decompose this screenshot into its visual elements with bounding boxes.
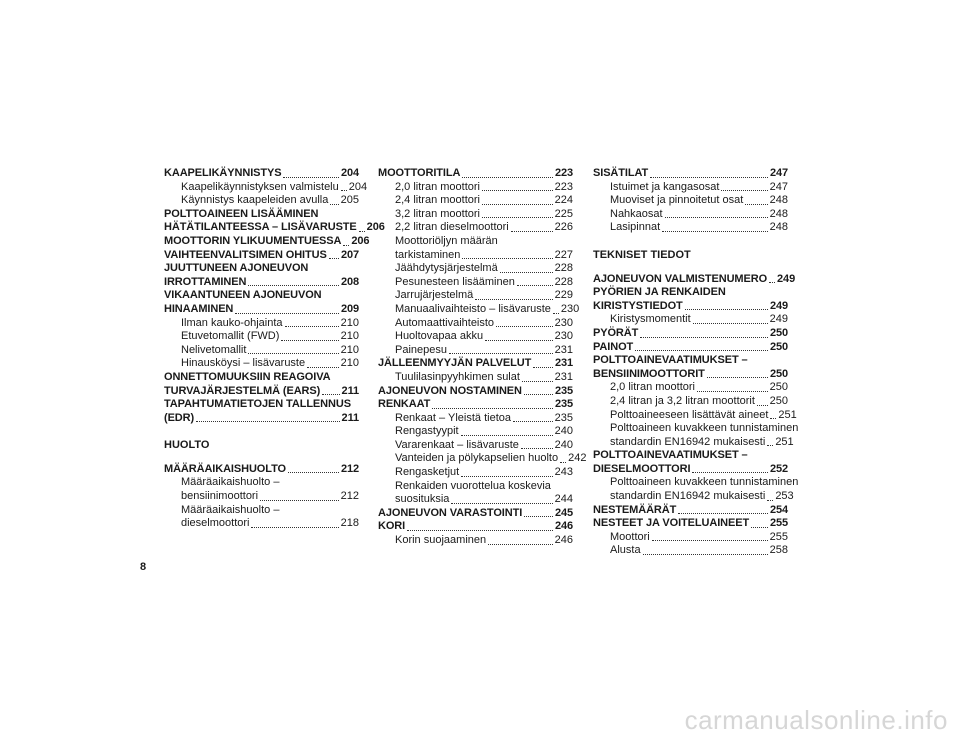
dot-leader — [496, 326, 553, 327]
toc-subentry[interactable] — [593, 531, 788, 545]
toc-page-number: 218 — [340, 517, 359, 530]
toc-entry-title-line: TAPAHTUMATIETOJEN TALLENNUS — [164, 398, 351, 411]
dot-leader — [707, 377, 768, 378]
toc-entry-title: 2,4 litran moottori — [395, 194, 480, 207]
toc-page-number: 224 — [554, 194, 573, 207]
toc-subentry[interactable] — [378, 181, 573, 195]
dot-leader — [288, 472, 339, 473]
toc-entry-title: Kiristysmomentit — [610, 313, 691, 326]
toc-entry-title: DIESELMOOTTORI — [593, 462, 691, 475]
toc-subentry[interactable] — [593, 181, 788, 195]
toc-entry-title: PAINOT — [593, 340, 634, 353]
toc-page-number: 230 — [554, 330, 573, 343]
toc-entry-title: Jarrujärjestelmä — [395, 289, 474, 302]
toc-entry-title-line: Määräaikaishuolto – — [181, 476, 280, 489]
toc-entry-title-line: Moottoriöljyn määrän — [395, 234, 498, 247]
dot-leader — [553, 313, 559, 314]
toc-page-number: 255 — [769, 517, 788, 530]
toc-page-number: 226 — [554, 221, 573, 234]
toc-page-number: 251 — [775, 435, 794, 448]
toc-entry-title: Jäähdytysjärjestelmä — [395, 262, 498, 275]
dot-leader — [517, 285, 553, 286]
toc-entry-title: HINAAMINEN — [164, 302, 234, 315]
toc-chapter-entry[interactable] — [593, 341, 788, 355]
toc-entry-title: dieselmoottori — [181, 517, 250, 530]
toc-subentry[interactable] — [378, 289, 573, 303]
dot-leader — [322, 394, 339, 395]
toc-chapter-entry[interactable] — [593, 463, 788, 477]
toc-entry-title: MOOTTORITILA — [378, 167, 461, 179]
toc-chapter-entry[interactable] — [378, 385, 573, 399]
toc-page-number: 204 — [340, 167, 359, 179]
toc-page-number: 243 — [554, 466, 573, 479]
toc-page-number: 230 — [560, 302, 580, 315]
toc-entry-title: NESTEET JA VOITELUAINEET — [593, 517, 750, 530]
toc-subentry[interactable] — [593, 221, 788, 235]
toc-entry-title: Muoviset ja pinnoitetut osat — [610, 194, 744, 207]
toc-page-number: 205 — [340, 194, 359, 207]
toc-entry-title: KIRISTYSTIEDOT — [593, 299, 683, 312]
toc-chapter-entry[interactable] — [378, 167, 573, 181]
dot-leader — [260, 500, 339, 501]
toc-page-number: 248 — [769, 194, 788, 207]
toc-subentry[interactable] — [164, 317, 359, 331]
toc-page-number: 250 — [769, 394, 788, 407]
dot-leader — [196, 421, 339, 422]
toc-entry-title: tarkistaminen — [395, 248, 461, 261]
toc-subentry[interactable] — [378, 371, 573, 385]
toc-entry-title-line: Polttoaineen kuvakkeen tunnistaminen — [610, 476, 799, 489]
toc-page-number: 245 — [554, 506, 573, 519]
toc-chapter-entry[interactable] — [164, 221, 385, 235]
toc-subentry[interactable] — [593, 194, 788, 208]
toc-subentry[interactable] — [378, 412, 573, 426]
toc-chapter-entry[interactable] — [378, 398, 573, 412]
toc-chapter-entry[interactable] — [164, 412, 359, 426]
dot-leader — [522, 381, 553, 382]
toc-entry-title: standardin EN16942 mukaisesti — [610, 490, 766, 503]
toc-subentry[interactable] — [378, 276, 573, 290]
dot-leader — [482, 204, 553, 205]
toc-entry-title: MÄÄRÄAIKAISHUOLTO — [164, 462, 286, 475]
dot-leader — [513, 421, 553, 422]
dot-leader — [462, 177, 553, 178]
toc-entry-title: AJONEUVON NOSTAMINEN — [378, 384, 522, 397]
toc-entry-title: 2,0 litran moottori — [610, 381, 695, 394]
dot-leader — [697, 391, 768, 392]
dot-leader — [767, 500, 773, 501]
dot-leader — [475, 299, 552, 300]
toc-entry-title: 2,0 litran moottori — [395, 180, 480, 193]
toc-page-number: 210 — [340, 330, 359, 343]
dot-leader — [462, 258, 552, 259]
toc-entry-title: VAIHTEENVALITSIMEN OHITUS — [164, 248, 327, 261]
toc-column-3 — [593, 167, 799, 558]
toc-page-number: 255 — [769, 530, 788, 543]
toc-page-number: 250 — [769, 326, 788, 339]
toc-column-2 — [378, 167, 587, 548]
dot-leader — [693, 323, 768, 324]
toc-chapter-entry[interactable] — [378, 520, 573, 534]
toc-entry-title-line: Polttoaineen kuvakkeen tunnistaminen — [610, 422, 799, 435]
dot-leader — [251, 527, 338, 528]
toc-entry-title: standardin EN16942 mukaisesti — [610, 435, 766, 448]
toc-chapter-entry[interactable] — [378, 507, 573, 521]
toc-chapter-entry[interactable] — [593, 272, 796, 287]
toc-chapter-entry[interactable] — [164, 234, 370, 249]
toc-entry-title: 3,2 litran moottori — [395, 207, 480, 220]
dot-leader — [235, 313, 339, 314]
toc-subentry[interactable] — [593, 395, 788, 409]
toc-chapter-entry[interactable] — [164, 463, 359, 477]
dot-leader — [692, 472, 768, 473]
toc-entry-title: Nelivetomallit — [181, 343, 247, 356]
toc-entry-title: Renkaat – Yleistä tietoa — [395, 411, 511, 424]
toc-subentry[interactable] — [164, 490, 359, 504]
toc-page-number: 248 — [769, 221, 788, 234]
dot-leader — [461, 476, 552, 477]
dot-leader — [524, 394, 553, 395]
toc-subentry[interactable] — [164, 344, 359, 358]
toc-subentry[interactable] — [378, 425, 573, 439]
toc-entry-title: Vanteiden ja pölykapselien huolto — [395, 452, 559, 465]
toc-entry-title: Ilman kauko-ohjainta — [181, 316, 283, 329]
toc-entry-title: Käynnistys kaapeleiden avulla — [181, 194, 329, 207]
toc-entry-title-line: VIKAANTUNEEN AJONEUVON — [164, 289, 322, 302]
toc-entry-title: HÄTÄTILANTEESSA – LISÄVARUSTE — [164, 221, 357, 234]
toc-chapter-entry[interactable] — [593, 327, 788, 341]
toc-page-number: 235 — [554, 398, 573, 411]
toc-page-number: 211 — [341, 411, 359, 424]
toc-page-number: 231 — [554, 357, 573, 370]
toc-entry-title-line: POLTTOAINEEN LISÄÄMINEN — [164, 207, 319, 220]
section-heading: HUOLTO — [164, 439, 210, 452]
dot-leader — [359, 231, 365, 232]
toc-subentry[interactable] — [593, 544, 788, 558]
dot-leader — [635, 350, 768, 351]
toc-entry-title: AJONEUVON VARASTOINTI — [378, 506, 523, 519]
toc-chapter-entry[interactable] — [593, 368, 788, 382]
dot-leader — [521, 448, 553, 449]
toc-subentry[interactable] — [378, 302, 580, 317]
toc-subentry[interactable] — [593, 408, 797, 423]
toc-entry-title: Hinausköysi – lisävaruste — [181, 357, 306, 370]
toc-chapter-entry[interactable] — [593, 504, 788, 518]
toc-entry-title: BENSIINIMOOTTORIT — [593, 367, 705, 380]
dot-leader — [451, 503, 552, 504]
toc-entry-title: bensiinimoottori — [181, 490, 259, 503]
toc-page-number: 250 — [769, 340, 788, 353]
toc-page-number: 229 — [554, 289, 573, 302]
toc-subentry[interactable] — [378, 249, 573, 263]
dot-leader — [751, 527, 768, 528]
toc-page-number: 249 — [769, 299, 788, 312]
toc-entry-title-line: POLTTOAINEVAATIMUKSET – — [593, 354, 748, 367]
toc-entry-title-line: Määräaikaishuolto – — [181, 503, 280, 516]
toc-chapter-entry[interactable] — [164, 276, 359, 290]
section-heading: TEKNISET TIEDOT — [593, 248, 691, 261]
toc-page-number: 244 — [554, 493, 573, 506]
dot-leader — [283, 177, 338, 178]
toc-subentry[interactable] — [378, 466, 573, 480]
toc-page-number: 210 — [340, 316, 359, 329]
toc-entry-title-line: PYÖRIEN JA RENKAIDEN — [593, 286, 726, 299]
dot-leader — [745, 204, 767, 205]
dot-leader — [341, 190, 347, 191]
toc-entry-title: TURVAJÄRJESTELMÄ (EARS) — [164, 384, 321, 397]
dot-leader — [329, 258, 339, 259]
toc-page-number: 251 — [778, 408, 797, 421]
toc-page-number: 252 — [769, 462, 788, 475]
toc-subentry[interactable] — [164, 194, 359, 208]
toc-page-number: 247 — [769, 167, 788, 179]
toc-page-number: 248 — [769, 207, 788, 220]
toc-entry-title: 2,4 litran ja 3,2 litran moottorit — [610, 394, 755, 407]
toc-entry-title-line: ONNETTOMUUKSIIN REAGOIVA — [164, 370, 331, 383]
toc-page-number: 249 — [769, 313, 788, 326]
toc-page-number: 225 — [554, 207, 573, 220]
dot-leader — [652, 540, 768, 541]
toc-page-number: 206 — [351, 234, 370, 247]
toc-page-number: 231 — [554, 343, 573, 356]
toc-chapter-entry[interactable] — [593, 517, 788, 531]
toc-page-number: 230 — [554, 316, 573, 329]
dot-leader — [248, 353, 338, 354]
toc-chapter-entry[interactable] — [164, 385, 359, 399]
toc-page-number: 240 — [554, 438, 573, 451]
toc-entry-title-line: Renkaiden vuorottelua koskevia — [395, 479, 551, 492]
toc-entry-title: Automaattivaihteisto — [395, 316, 495, 329]
dot-leader — [482, 190, 553, 191]
toc-page-number: 210 — [340, 357, 359, 370]
toc-page-number: 247 — [769, 180, 788, 193]
toc-subentry[interactable] — [378, 493, 573, 507]
toc-entry-title: Kaapelikäynnistyksen valmistelu — [181, 180, 339, 193]
toc-entry-title: Istuimet ja kangasosat — [610, 180, 720, 193]
toc-subentry[interactable] — [593, 435, 794, 450]
toc-subentry[interactable] — [378, 452, 587, 466]
toc-entry-title: Rengastyypit — [395, 425, 459, 438]
toc-chapter-entry[interactable] — [378, 357, 573, 371]
toc-page-number: 242 — [568, 452, 587, 465]
toc-subentry[interactable] — [593, 208, 788, 222]
dot-leader — [307, 367, 339, 368]
toc-page-number: 212 — [340, 490, 359, 503]
toc-chapter-entry[interactable] — [593, 300, 788, 314]
toc-entry-title: Moottori — [610, 530, 650, 543]
toc-page-number: 253 — [775, 490, 794, 503]
toc-entry-title: KAAPELIKÄYNNISTYS — [164, 167, 282, 179]
toc-chapter-entry[interactable] — [593, 167, 788, 181]
toc-entry-title: Alusta — [610, 544, 641, 557]
toc-page-number: 246 — [554, 534, 573, 547]
toc-page-number: 228 — [554, 262, 573, 275]
dot-leader — [643, 554, 768, 555]
toc-entry-title: JÄLLEENMYYJÄN PALVELUT — [378, 357, 532, 370]
toc-entry-title: (EDR) — [164, 411, 195, 424]
dot-leader — [640, 337, 768, 338]
page-number: 8 — [140, 561, 147, 573]
toc-page-number: 235 — [554, 384, 573, 397]
toc-subentry[interactable] — [378, 317, 573, 331]
toc-page-number: 223 — [554, 167, 573, 179]
toc-entry-title: AJONEUVON VALMISTENUMERO — [593, 272, 768, 285]
toc-page-number: 249 — [777, 272, 796, 285]
toc-entry-title: Vararenkaat – lisävaruste — [395, 438, 519, 451]
toc-page-number: 223 — [554, 180, 573, 193]
toc-subentry[interactable] — [378, 221, 573, 235]
toc-page-number: 250 — [769, 381, 788, 394]
dot-leader — [449, 353, 553, 354]
dot-leader — [650, 177, 768, 178]
dot-leader — [757, 405, 768, 406]
toc-subentry[interactable] — [593, 313, 788, 327]
toc-page-number: 254 — [769, 503, 788, 516]
dot-leader — [767, 445, 773, 446]
toc-chapter-entry[interactable] — [164, 167, 359, 181]
toc-page-number: 210 — [340, 343, 359, 356]
toc-entry-title: 2,2 litran dieselmoottori — [395, 221, 509, 234]
toc-subentry[interactable] — [378, 344, 573, 358]
toc-entry-title: MOOTTORIN YLIKUUMENTUESSA — [164, 234, 342, 247]
toc-entry-title: Lasipinnat — [610, 221, 661, 234]
toc-page-number: 204 — [348, 180, 368, 193]
dot-leader — [770, 418, 776, 419]
dot-leader — [285, 326, 339, 327]
toc-entry-title: Polttoaineeseen lisättävät aineet — [610, 408, 769, 421]
toc-entry-title: Korin suojaaminen — [395, 534, 487, 547]
dot-leader — [769, 282, 775, 283]
toc-page-number: 209 — [340, 302, 359, 315]
toc-entry-title: PYÖRÄT — [593, 326, 639, 339]
dot-leader — [330, 204, 338, 205]
toc-column-1 — [164, 167, 385, 531]
toc-subentry[interactable] — [593, 490, 794, 504]
toc-page-number: 211 — [341, 384, 359, 397]
dot-leader — [721, 190, 767, 191]
toc-page-number: 228 — [554, 275, 573, 288]
toc-page-number: 258 — [769, 544, 788, 557]
toc-entry-title: Painepesu — [395, 343, 447, 356]
dot-leader — [407, 530, 553, 531]
dot-leader — [511, 231, 553, 232]
toc-subentry[interactable] — [378, 439, 573, 453]
dot-leader — [560, 462, 566, 463]
dot-leader — [485, 340, 553, 341]
toc-entry-title: suosituksia — [395, 493, 450, 506]
toc-chapter-entry[interactable] — [164, 249, 359, 263]
dot-leader — [685, 309, 768, 310]
dot-leader — [662, 231, 767, 232]
toc-entry-title: Etuvetomallit (FWD) — [181, 330, 280, 343]
dot-leader — [500, 272, 553, 273]
dot-leader — [248, 285, 339, 286]
toc-entry-title: Nahkaosat — [610, 207, 663, 220]
toc-entry-title: RENKAAT — [378, 398, 431, 411]
watermark: carmanualsonline.info — [684, 705, 948, 735]
toc-page-number: 212 — [340, 462, 359, 475]
toc-page-number: 235 — [554, 411, 573, 424]
toc-page-number: 208 — [340, 275, 359, 288]
dot-leader — [281, 340, 338, 341]
toc-subentry[interactable] — [378, 208, 573, 222]
toc-page-number: 250 — [769, 367, 788, 380]
dot-leader — [524, 516, 553, 517]
toc-subentry[interactable] — [593, 381, 788, 395]
toc-subentry[interactable] — [164, 330, 359, 344]
toc-entry-title: SISÄTILAT — [593, 167, 649, 179]
toc-page-number: 207 — [340, 248, 359, 261]
toc-entry-title: Pesunesteen lisääminen — [395, 275, 515, 288]
toc-subentry[interactable] — [164, 517, 359, 531]
toc-entry-title-line: POLTTOAINEVAATIMUKSET – — [593, 449, 748, 462]
dot-leader — [488, 544, 553, 545]
toc-page-number: 206 — [366, 221, 385, 234]
dot-leader — [665, 217, 768, 218]
dot-leader — [461, 435, 553, 436]
toc-entry-title: KORI — [378, 520, 406, 533]
dot-leader — [678, 513, 768, 514]
toc-subentry[interactable] — [378, 262, 573, 276]
toc-subentry[interactable] — [378, 194, 573, 208]
toc-entry-title: Rengasketjut — [395, 466, 460, 479]
toc-entry-title: Huoltovapaa akku — [395, 330, 484, 343]
toc-entry-title: NESTEMÄÄRÄT — [593, 503, 677, 516]
toc-page-number: 246 — [554, 520, 573, 533]
toc-chapter-entry[interactable] — [164, 303, 359, 317]
toc-entry-title: Tuulilasinpyyhkimen sulat — [395, 370, 520, 383]
toc-subentry[interactable] — [378, 534, 573, 548]
dot-leader — [533, 367, 553, 368]
toc-entry-title-line: JUUTTUNEEN AJONEUVON — [164, 262, 309, 275]
dot-leader — [482, 217, 553, 218]
toc-entry-title: IRROTTAMINEN — [164, 275, 247, 288]
dot-leader — [343, 245, 349, 246]
toc-page-number: 227 — [554, 248, 573, 261]
toc-page-number: 231 — [554, 370, 573, 383]
toc-page-number: 240 — [554, 425, 573, 438]
dot-leader — [432, 408, 553, 409]
toc-entry-title: Manuaalivaihteisto – lisävaruste — [395, 302, 551, 315]
toc-subentry[interactable] — [164, 180, 368, 195]
toc-subentry[interactable] — [164, 357, 359, 371]
toc-subentry[interactable] — [378, 330, 573, 344]
